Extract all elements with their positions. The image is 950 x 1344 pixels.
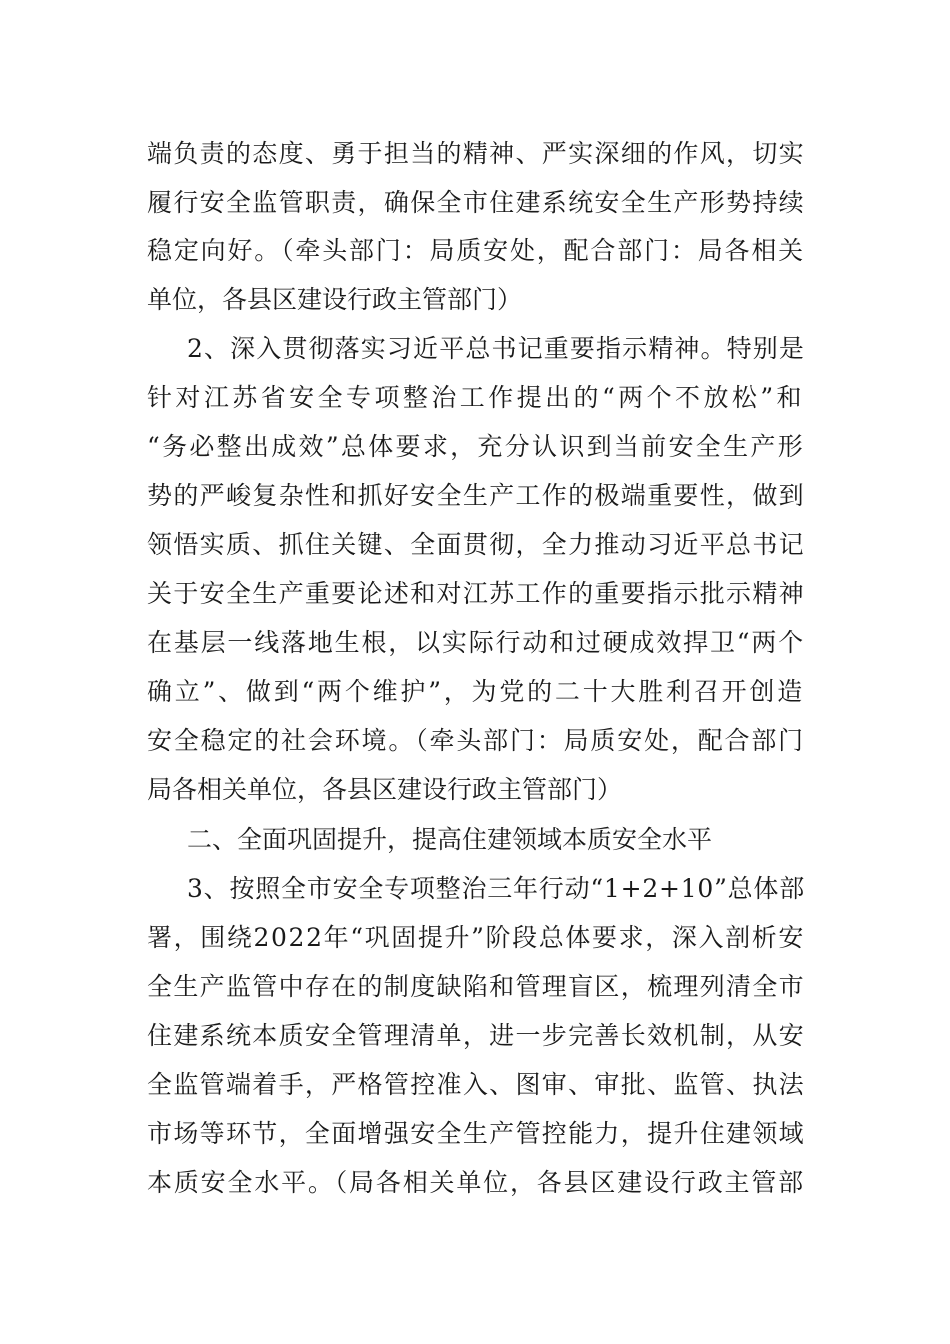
body-line: 领悟实质、抓住关键、全面贯彻，全力推动习近平总书记: [147, 530, 805, 559]
body-line: 稳定向好。（牵头部门：局质安处，配合部门：局各相关: [147, 236, 805, 265]
body-line: 单位，各县区建设行政主管部门）: [147, 285, 523, 314]
paragraph-heading-line: 3、按照全市安全专项整治三年行动“1+2+10”总体部: [187, 874, 805, 903]
body-line: 市场等环节，全面增强安全生产管控能力，提升住建领域: [147, 1119, 805, 1148]
body-line: 本质安全水平。（局各相关单位，各县区建设行政主管部: [147, 1168, 805, 1197]
paragraph-heading-line: 2、深入贯彻落实习近平总书记重要指示精神。特别是: [187, 334, 805, 363]
body-line: 全监管端着手，严格管控准入、图审、审批、监管、执法: [147, 1070, 805, 1099]
body-line: 全生产监管中存在的制度缺陷和管理盲区，梳理列清全市: [147, 972, 805, 1001]
body-line: 安全稳定的社会环境。（牵头部门：局质安处，配合部门: [147, 726, 805, 755]
body-line: 署，围绕2022年“巩固提升”阶段总体要求，深入剖析安: [147, 923, 805, 952]
body-line: 势的严峻复杂性和抓好安全生产工作的极端重要性，做到: [147, 481, 805, 510]
body-line: 确立”、做到“两个维护”，为党的二十大胜利召开创造: [147, 677, 805, 706]
body-line: 关于安全生产重要论述和对江苏工作的重要指示批示精神: [147, 579, 805, 608]
body-line: 局各相关单位，各县区建设行政主管部门）: [147, 775, 623, 804]
body-line: 在基层一线落地生根，以实际行动和过硬成效捍卫“两个: [147, 628, 805, 657]
section-heading: 二、全面巩固提升，提高住建领域本质安全水平: [187, 825, 713, 854]
body-line: 端负责的态度、勇于担当的精神、严实深细的作风，切实: [147, 139, 805, 168]
body-line: 住建系统本质安全管理清单，进一步完善长效机制，从安: [147, 1021, 805, 1050]
body-line: 履行安全监管职责，确保全市住建系统安全生产形势持续: [147, 188, 805, 217]
body-line: “务必整出成效”总体要求，充分认识到当前安全生产形: [147, 432, 805, 461]
body-line: 针对江苏省安全专项整治工作提出的“两个不放松”和: [147, 383, 805, 412]
